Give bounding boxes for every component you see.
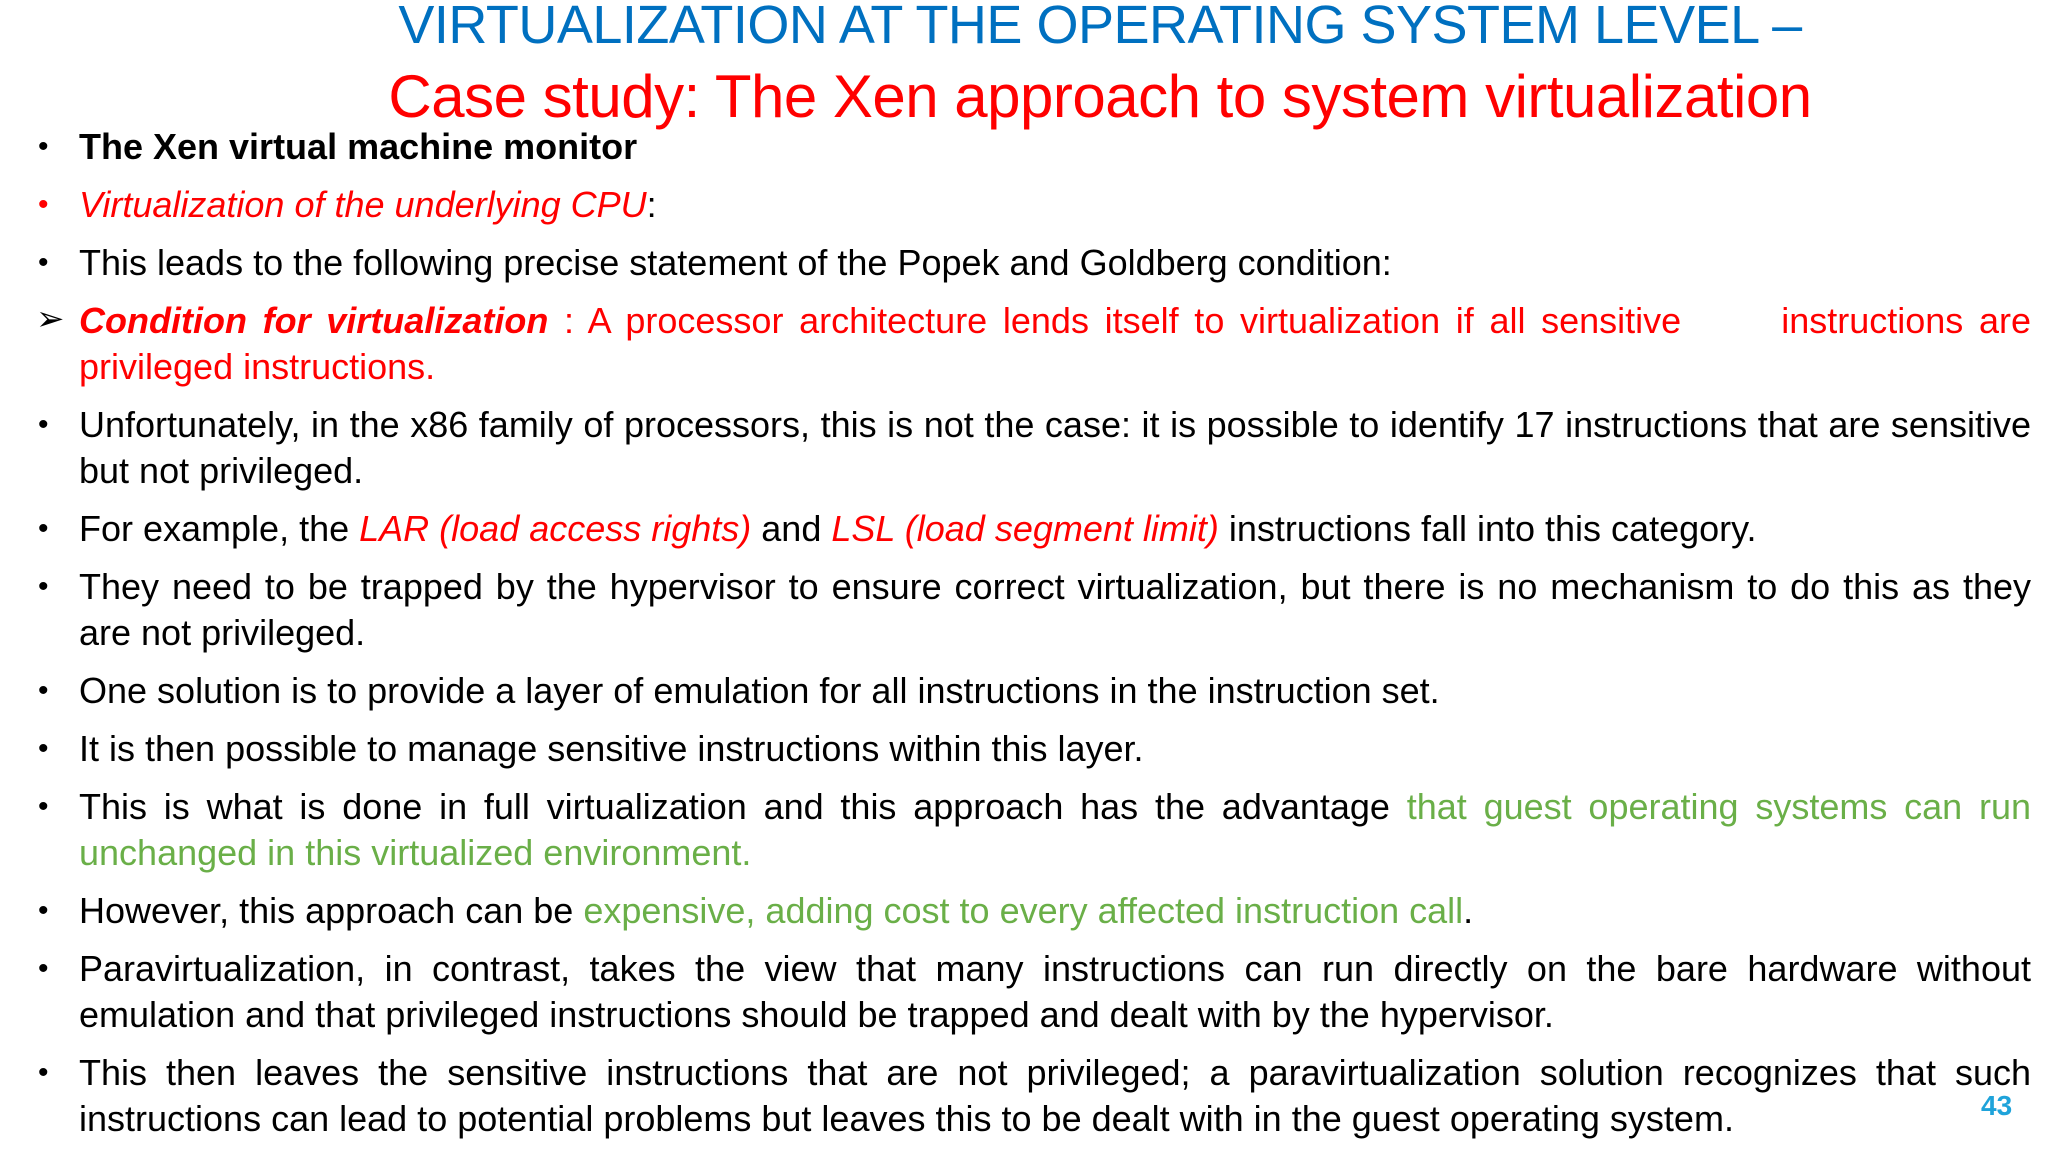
bullet-icon: • xyxy=(38,246,49,279)
bullet-item-xen-vmm xyxy=(36,124,2031,170)
bullet-icon: • xyxy=(38,732,49,765)
condition-text-continued: instructions are privileged instructions. xyxy=(79,300,2031,387)
bullet-text: They need to be trapped by the hypervisor to ensure correct virtualization, but there is no mechanism to do this as they are not privileged. xyxy=(79,566,2031,653)
bullet-text-highlight: expensive, adding cost to every affected instruction call xyxy=(583,890,1464,931)
bullet-item-trapped xyxy=(36,564,2031,656)
bullet-text: Unfortunately, in the x86 family of processors, this is not the case: it is possible to identify 17 instructions that are sensitive but not privileged. xyxy=(79,404,2031,491)
bullet-item-paravirtualization xyxy=(36,946,2031,1038)
bullet-text: One solution is to provide a layer of emulation for all instructions in the instruction set. xyxy=(79,670,1440,711)
bullet-icon: • xyxy=(38,408,49,441)
bullet-icon: • xyxy=(38,188,49,221)
lar-instruction: LAR (load access rights) xyxy=(359,508,752,549)
bullet-item-x86 xyxy=(36,402,2031,494)
bullet-item-popek-goldberg xyxy=(36,240,2031,286)
bullet-icon: • xyxy=(38,894,49,927)
bullet-icon: • xyxy=(38,1056,49,1089)
bullet-text: Paravirtualization, in contrast, takes the view that many instructions can run directly on the bare hardware without emulation and that privileged instructions should be trapped and dealt with by the hypervisor. xyxy=(79,948,2031,1035)
bullet-icon: • xyxy=(38,512,49,545)
arrow-bullet-icon: ➢ xyxy=(36,300,65,338)
lsl-instruction: LSL (load segment limit) xyxy=(831,508,1219,549)
bullet-text-prefix: For example, the xyxy=(79,508,360,549)
page-number: 43 xyxy=(1981,1090,2013,1121)
condition-label: Condition for virtualization xyxy=(79,300,549,341)
bullet-text-suffix: instructions fall into this category. xyxy=(1218,508,1757,549)
bullet-item-cpu-virtualization xyxy=(36,182,2031,228)
bullet-text: It is then possible to manage sensitive instructions within this layer. xyxy=(79,728,1144,769)
bullet-list xyxy=(36,124,2031,1152)
slide-title-line-1: VIRTUALIZATION AT THE OPERATING SYSTEM LEVEL – xyxy=(398,0,1802,55)
bullet-text-prefix: However, this approach can be xyxy=(79,890,584,931)
bullet-text-suffix: : xyxy=(646,184,657,225)
bullet-item-emulation-layer xyxy=(36,668,2031,714)
bullet-text: This leads to the following precise statement of the Popek and Goldberg condition: xyxy=(79,242,1392,283)
bullet-item-expensive xyxy=(36,888,2031,934)
bullet-item-manage-sensitive xyxy=(36,726,2031,772)
bullet-text-highlight: that guest operating systems can run unchanged in this virtualized environment. xyxy=(79,786,2031,873)
bullet-text-suffix: . xyxy=(1463,890,1474,931)
bullet-icon: • xyxy=(38,674,49,707)
bullet-icon: • xyxy=(38,570,49,603)
bullet-item-guest-os xyxy=(36,1050,2031,1142)
bullet-text-emphasis: Virtualization of the underlying CPU xyxy=(79,184,647,225)
bullet-icon: • xyxy=(38,952,49,985)
bullet-text-middle: and xyxy=(751,508,832,549)
bullet-text: The Xen virtual machine monitor xyxy=(79,126,638,167)
bullet-item-lar-lsl xyxy=(36,506,2031,552)
bullet-item-full-virtualization xyxy=(36,784,2031,876)
condition-text: : A processor architecture lends itself to virtualization if all sensitive xyxy=(548,300,1682,341)
bullet-item-condition xyxy=(36,298,2031,390)
slide-title-line-2: Case study: The Xen approach to system virtualization xyxy=(388,63,1812,130)
bullet-text: This then leaves the sensitive instructions that are not privileged; a paravirtualization solution recognizes that such instructions can lead to potential problems but leaves this to be dealt with in the guest operating system. xyxy=(79,1052,2031,1139)
bullet-icon: • xyxy=(38,790,49,823)
bullet-icon: • xyxy=(38,130,49,163)
bullet-text-prefix: This is what is done in full virtualization and this approach has the advantage xyxy=(79,786,1407,827)
